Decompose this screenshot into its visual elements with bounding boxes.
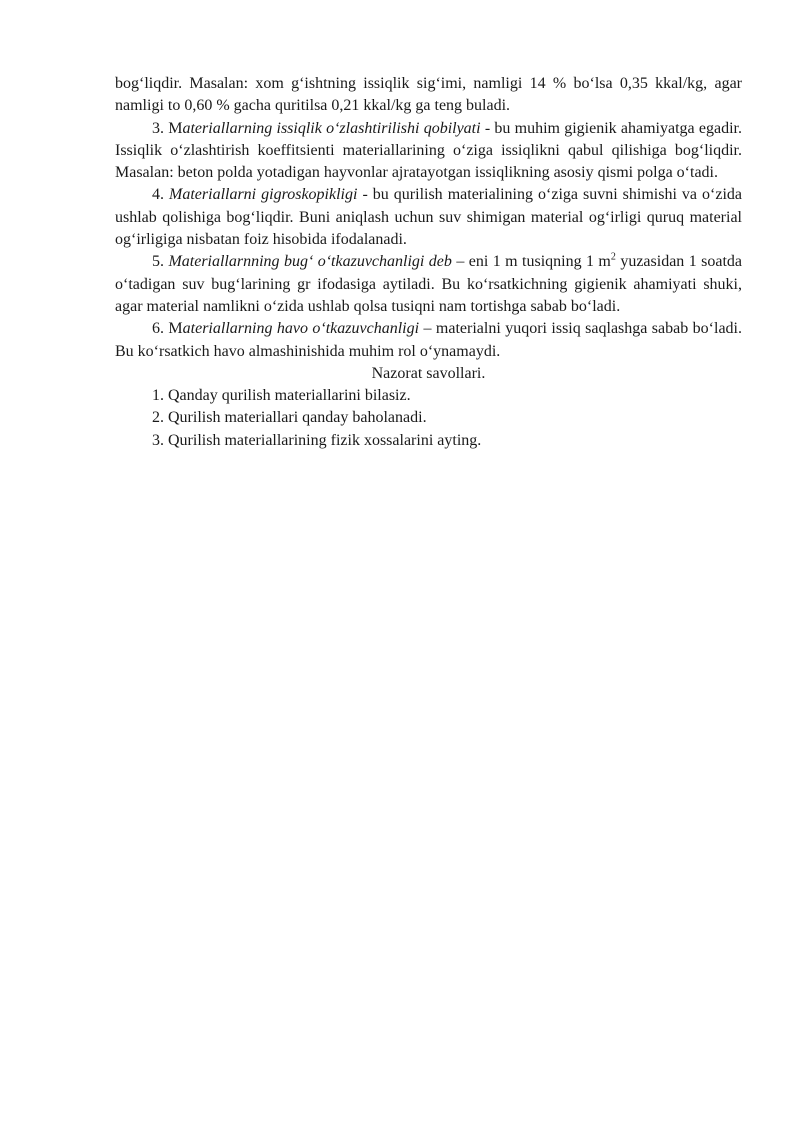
item-term: ateriallarning issiqlik o‘zlashtirilishi qobilyati: [182, 119, 481, 137]
questions-heading: Nazorat savollari.: [371, 364, 486, 382]
item-number: 6. M: [152, 320, 183, 338]
item-term: ateriallarning havo o‘tkazuvchanligi: [182, 320, 420, 338]
item-term: Materiallarni gigroskopikligi: [169, 186, 358, 204]
item-number: 3. M: [152, 119, 183, 137]
question-item: 2. Qurilish materiallari qanday baholanadi.: [152, 409, 427, 427]
item-paragraph-6: [115, 318, 742, 363]
item-paragraph-4: [115, 184, 742, 251]
item-number: 4.: [152, 186, 170, 204]
document-page: [115, 73, 742, 452]
continuation-paragraph: bog‘liqdir. Masalan: xom g‘ishtning issiqlik sig‘imi, namligi 14 % bo‘lsa 0,35 kkal/kg, agar namligi to 0,60 % gacha quritilsa 0,21 kkal/kg ga teng buladi.: [115, 75, 742, 115]
item-text-before: – eni 1 m tusiqning 1 m: [451, 253, 611, 271]
item-text: - bu qurilish materialining o‘ziga suvni shimishi va o‘zida ushlab qolishiga bog‘liqdir. Buni aniqlash uchun suv shimigan material og‘irligi quruq material og‘irligiga nisbatan foiz hisobida ifodalanadi.: [115, 186, 743, 249]
item-paragraph-3: [115, 118, 742, 185]
item-paragraph-5: [115, 251, 742, 318]
item-text: – materialni yuqori issiq saqlashga sabab bo‘ladi. Bu ko‘rsatkich havo almashinishida muhim rol o‘ynamaydi.: [115, 320, 742, 360]
item-text: - bu muhim gigienik ahamiyatga egadir. Issiqlik o‘zlashtirish koeffitsienti materiallarining o‘ziga issiqlikni qabul qilishiga bog‘liqdir. Masalan: beton polda yotadigan hayvonlar ajratayotgan issiqlikning asosiy qismi polga o‘tadi.: [115, 119, 742, 182]
item-term: Materiallarnning bug‘ o‘tkazuvchanligi deb: [168, 253, 452, 271]
item-number: 5.: [152, 253, 169, 271]
question-item: 3. Qurilish materiallarining fizik xossalarini ayting.: [152, 431, 482, 449]
question-item: 1. Qanday qurilish materiallarini bilasiz.: [152, 387, 411, 405]
superscript: 2: [610, 252, 616, 264]
item-text-after: yuzasidan 1 soatda o‘tadigan suv bug‘larining gr ifodasiga aytiladi. Bu ko‘rsatkichning gigienik ahamiyati shuki, agar material namlikni o‘zida ushlab qolsa tusiqni nam tortishga sabab bo‘ladi.: [115, 253, 743, 315]
